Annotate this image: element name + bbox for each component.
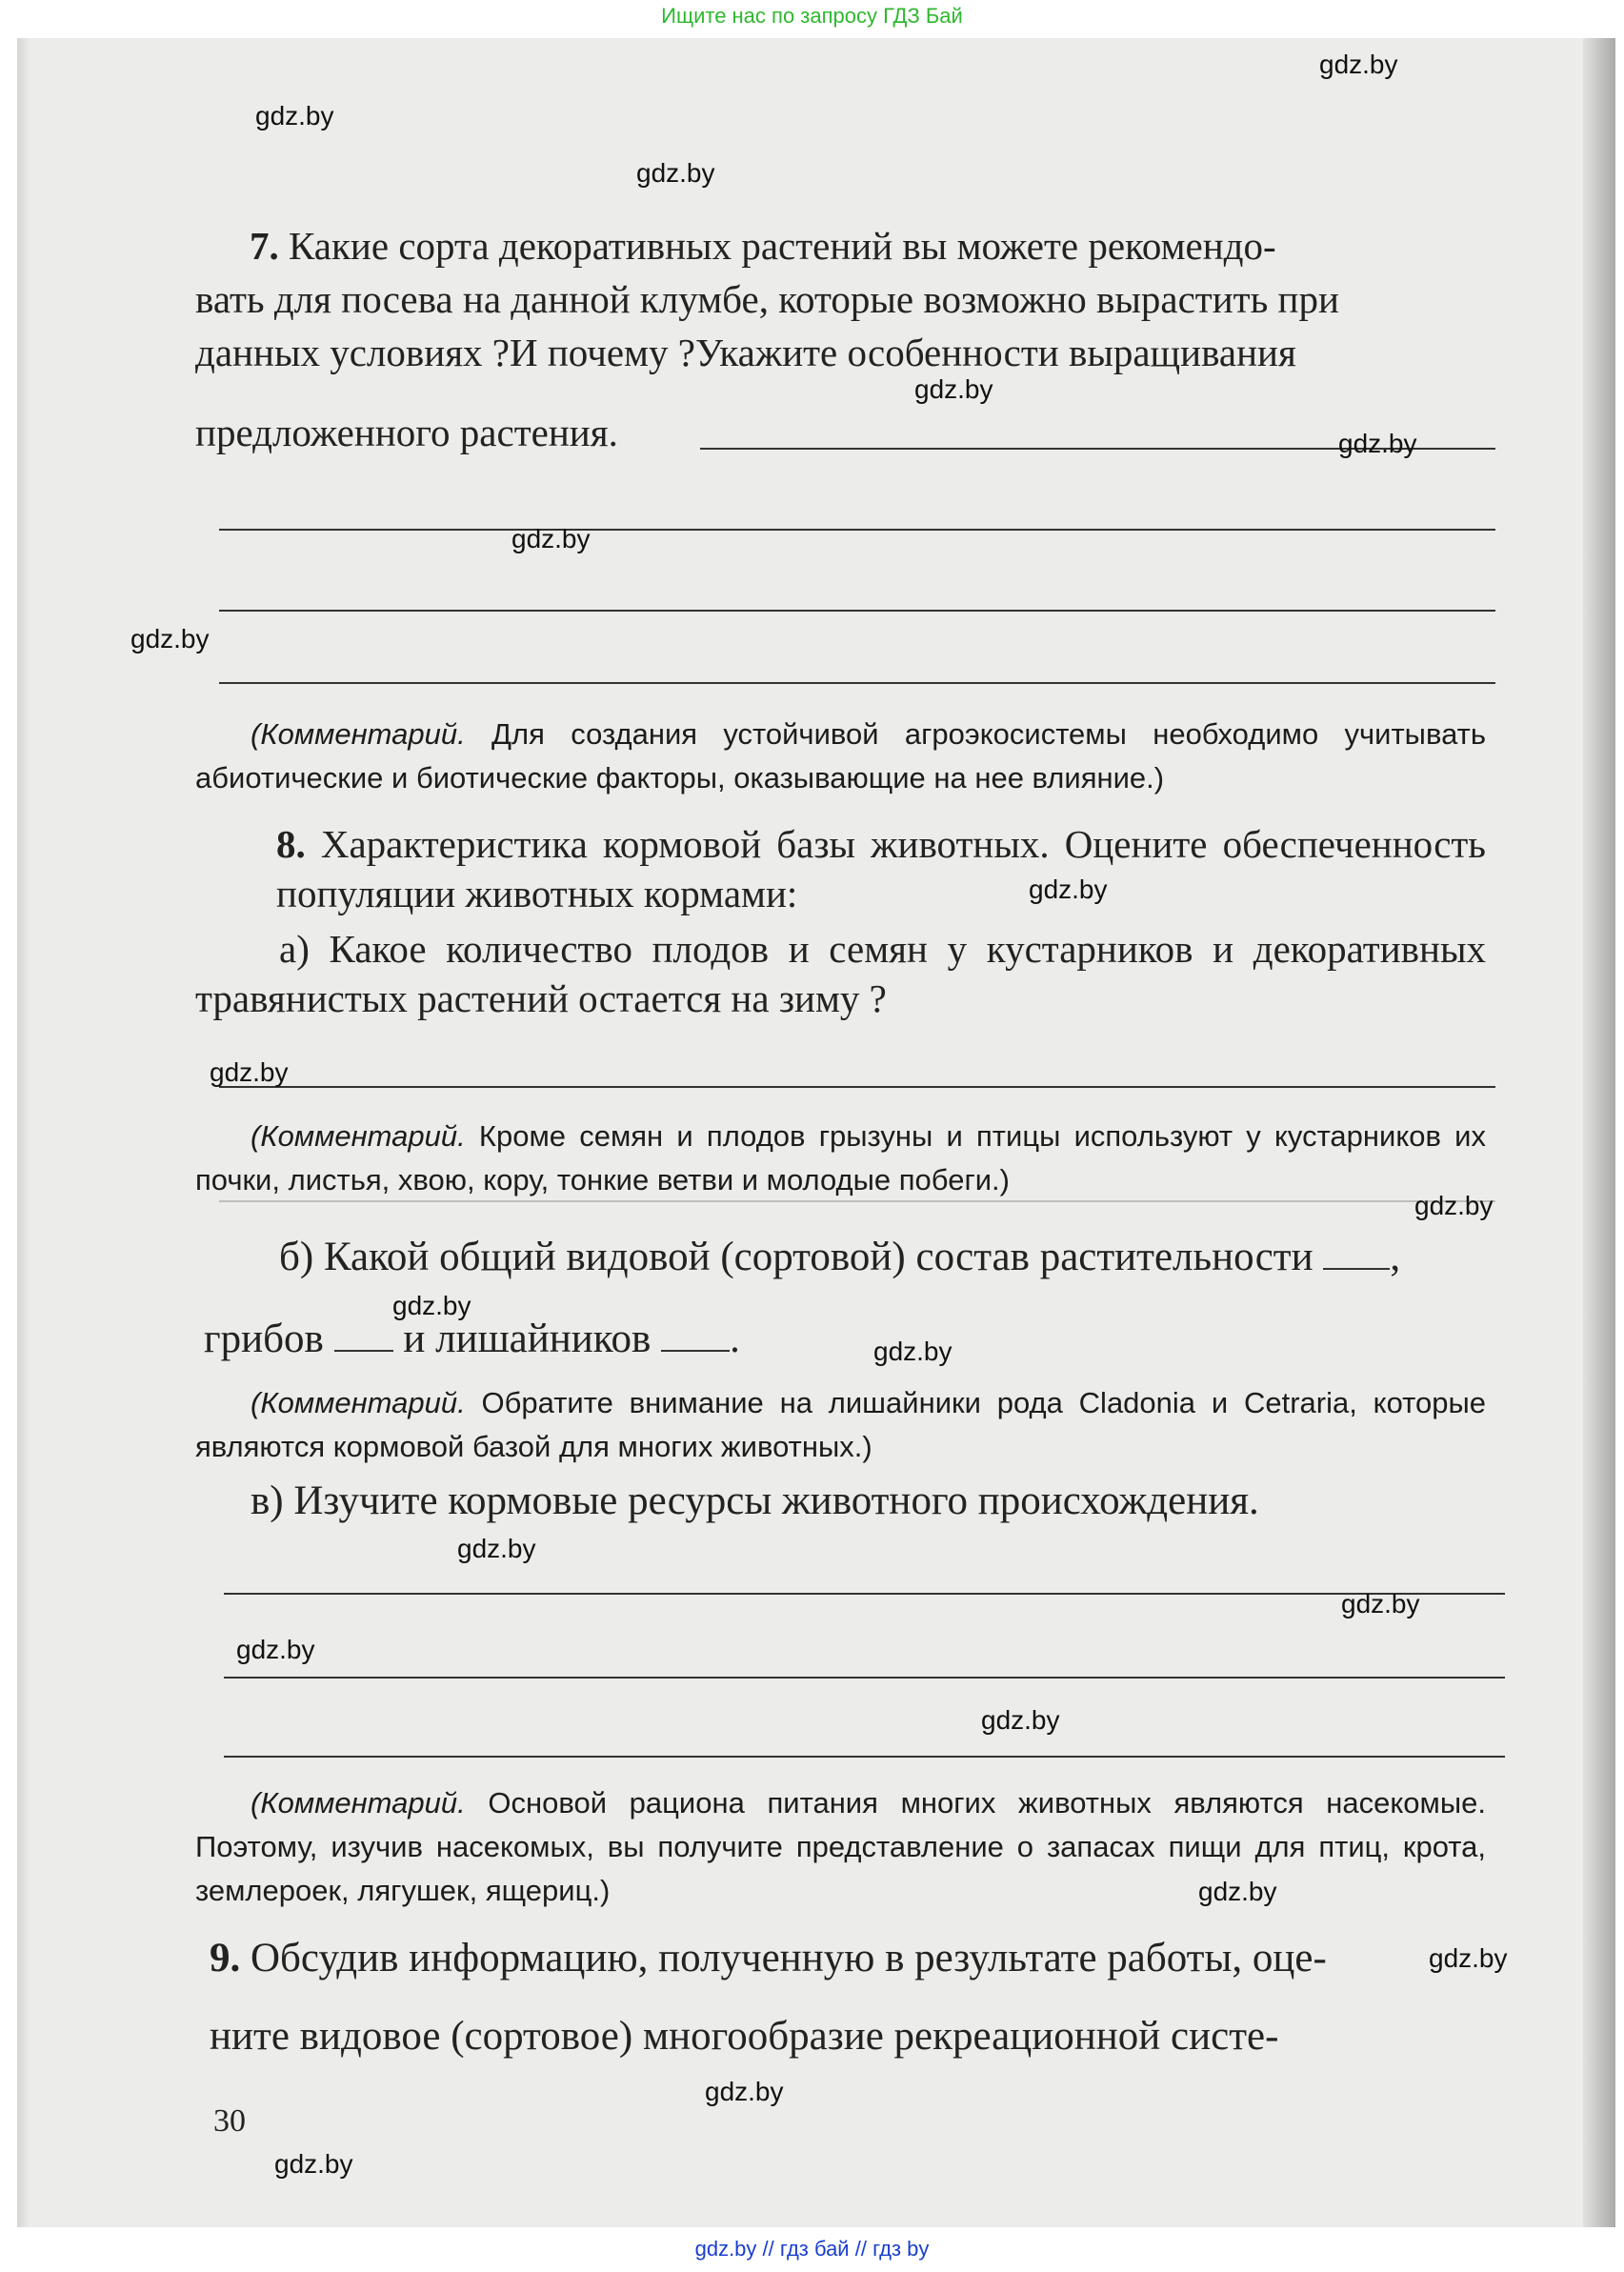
- watermark: gdz.by: [705, 2077, 784, 2106]
- bottom-link[interactable]: gdz.by: [694, 2237, 757, 2261]
- q8a-comment: (Комментарий. Кроме семян и плодов грызуны и птицы используют у кустарников их почки, листья, хвою, кору, тонкие ветви и молодые побеги.): [195, 1119, 1486, 1196]
- q9-line1: 9. Обсудив информацию, полученную в результате работы, оце-: [210, 1936, 1327, 1980]
- watermark: gdz.by: [914, 374, 993, 404]
- bottom-link[interactable]: гдз бай: [779, 2237, 850, 2261]
- watermark: gdz.by: [1029, 875, 1108, 904]
- q7-line3: данных условиях ?И почему ?Укажите особенности выращивания: [195, 331, 1296, 374]
- q7-line4: предложенного растения.: [195, 411, 618, 454]
- q7-line1: 7. Какие сорта декоративных растений вы можете рекомендо-: [250, 224, 1276, 268]
- q8c-text: в) Изучите кормовые ресурсы животного происхождения.: [251, 1478, 1259, 1523]
- q9-line2: ните видовое (сортовое) многообразие рекреационной систе-: [210, 2014, 1279, 2059]
- bottom-separator: //: [762, 2237, 774, 2261]
- watermark: gdz.by: [636, 158, 715, 188]
- bottom-banner: [0, 2233, 1624, 2265]
- watermark: gdz.by: [236, 1635, 315, 1664]
- watermark: gdz.by: [1341, 1589, 1420, 1619]
- watermark: gdz.by: [873, 1337, 952, 1366]
- page-spine-shadow: [1583, 38, 1615, 2227]
- answer-line[interactable]: [224, 1756, 1505, 1758]
- watermark: gdz.by: [1338, 429, 1417, 458]
- page-edge-shadow: [17, 38, 30, 2227]
- answer-line[interactable]: [219, 682, 1495, 684]
- q8b-comment: (Комментарий. Обратите внимание на лишайники рода Cladonia и Cetraria, которые являются кормовой базой для многих животных.): [195, 1386, 1486, 1463]
- bottom-separator: //: [854, 2237, 867, 2261]
- q7-line2: вать для посева на данной клумбе, которые возможно вырастить при: [195, 277, 1339, 321]
- watermark: gdz.by: [1414, 1191, 1494, 1220]
- watermark: gdz.by: [981, 1705, 1060, 1735]
- watermark: gdz.by: [210, 1057, 289, 1087]
- watermark: gdz.by: [255, 101, 334, 131]
- answer-line[interactable]: [219, 1086, 1495, 1088]
- watermark: gdz.by: [274, 2149, 353, 2179]
- watermark: gdz.by: [1429, 1943, 1508, 1973]
- top-banner[interactable]: Ищите нас по запросу ГДЗ Бай: [661, 4, 963, 28]
- watermark: gdz.by: [1198, 1877, 1277, 1906]
- page-number: 30: [213, 2103, 246, 2139]
- watermark: gdz.by: [130, 624, 210, 653]
- watermark: gdz.by: [1319, 50, 1398, 79]
- q8c-comment: (Комментарий. Основой рациона питания многих животных являются насекомые. Поэтому, изучив насекомых, вы получите представление о запасах пищи для птиц, крота, землероек, лягушек, ящериц.): [195, 1786, 1486, 1907]
- q8a-text: а) Какое количество плодов и семян у кустарников и декоративных травянистых растений остается на зиму ?: [195, 927, 1486, 1020]
- answer-line[interactable]: [224, 1677, 1505, 1679]
- answer-line[interactable]: [219, 529, 1495, 531]
- answer-line[interactable]: [224, 1593, 1505, 1595]
- bottom-link[interactable]: гдз by: [872, 2237, 930, 2261]
- answer-line[interactable]: [219, 610, 1495, 612]
- watermark: gdz.by: [392, 1291, 471, 1320]
- faint-line: [219, 1200, 1495, 1202]
- q8b-text: б) Какой общий видовой (сортовой) состав растительности ,: [279, 1235, 1401, 1279]
- q8-intro: 8. Характеристика кормовой базы животных. Оцените обеспеченность популяции животных кормами:: [276, 822, 1487, 915]
- watermark: gdz.by: [511, 524, 591, 553]
- q7-comment: (Комментарий. Для создания устойчивой агроэкосистемы необходимо учитывать абиотические и биотические факторы, оказывающие на нее влияние.): [195, 717, 1486, 794]
- watermark: gdz.by: [457, 1534, 536, 1563]
- q8b-fungi-line: грибов и лишайников .: [204, 1317, 740, 1361]
